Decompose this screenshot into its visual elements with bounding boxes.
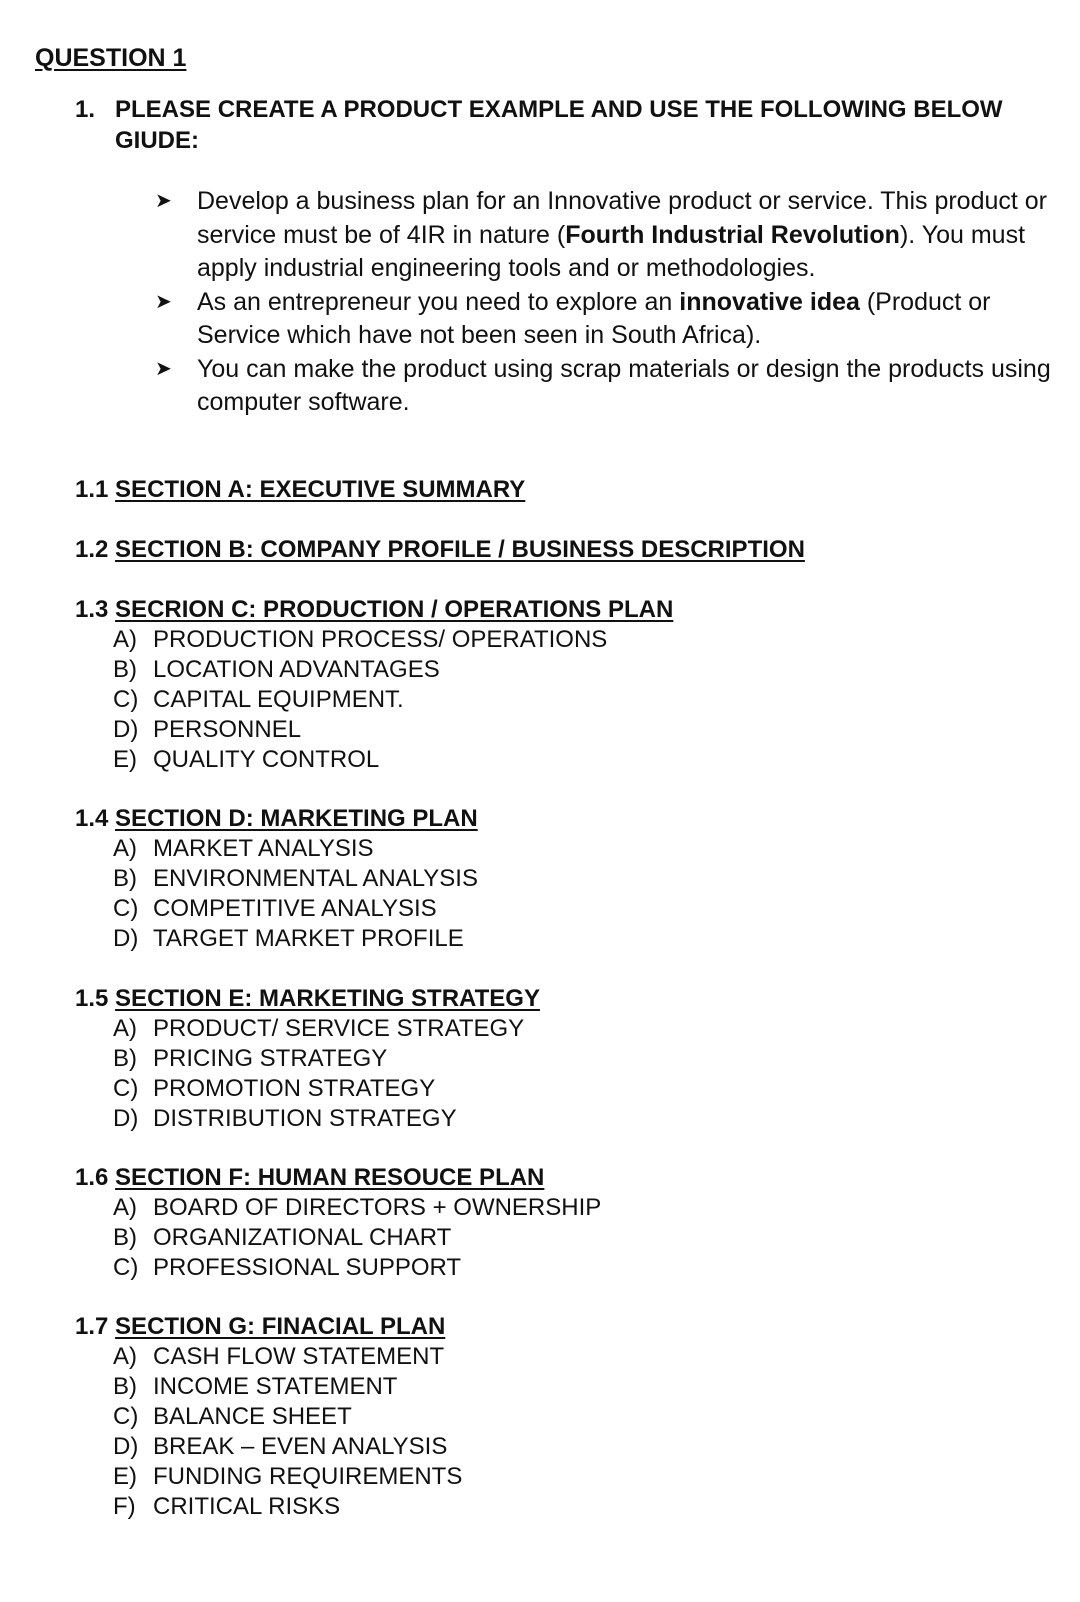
section-heading (75, 594, 1055, 625)
section-heading (75, 534, 1055, 565)
item-text: PROFESSIONAL SUPPORT (153, 1254, 462, 1281)
item-letter: B) (113, 865, 137, 892)
item-text: PROMOTION STRATEGY (153, 1075, 436, 1102)
item-number: 1. (75, 96, 96, 123)
item-letter: B) (113, 1045, 137, 1072)
arrowhead-bullet-icon: ➤ (155, 190, 172, 212)
section-title: SECTION E: MARKETING STRATEGY (115, 985, 540, 1012)
item-letter: C) (113, 1254, 139, 1281)
list-item (75, 1014, 1055, 1044)
item-text: BREAK – EVEN ANALYSIS (153, 1433, 448, 1460)
list-item (75, 655, 1055, 685)
list-item (75, 1462, 1055, 1492)
section-title: SECTION B: COMPANY PROFILE / BUSINESS DESCRIPTION (115, 536, 805, 563)
bullet-text: (Product or Service which have not been seen in South Africa). (197, 287, 991, 349)
section-heading (75, 803, 1055, 834)
item-text: MARKET ANALYSIS (153, 835, 374, 862)
list-item (75, 1342, 1055, 1372)
bullet-text: ). You must apply industrial engineering tools and or methodologies. (197, 220, 1026, 282)
item-letter: F) (113, 1493, 136, 1520)
list-item (75, 1253, 1055, 1283)
bullet-text: You can make the product using scrap materials or design the products using computer software. (197, 354, 1051, 416)
item-text: CASH FLOW STATEMENT (153, 1343, 445, 1370)
item-text: PRODUCTION PROCESS/ OPERATIONS (153, 626, 608, 653)
question-title: QUESTION 1 (35, 44, 187, 72)
list-item (75, 1104, 1055, 1134)
section-title: SECTION A: EXECUTIVE SUMMARY (115, 476, 526, 503)
section-sub-list (75, 1342, 1055, 1522)
item-letter: B) (113, 656, 137, 683)
section-heading (75, 1311, 1055, 1342)
section-1-4 (75, 803, 1055, 954)
list-item (75, 745, 1055, 775)
section-number: 1.1 (75, 476, 109, 503)
item-text: TARGET MARKET PROFILE (153, 925, 464, 952)
guide-bullet-list (155, 185, 1055, 420)
question-item-1 (75, 94, 1045, 156)
list-item (75, 1432, 1055, 1462)
item-letter: C) (113, 895, 139, 922)
bullet-bold-text: innovative idea (679, 287, 860, 316)
section-sub-list (75, 834, 1055, 954)
item-letter: E) (113, 1463, 137, 1490)
guide-bullet (155, 353, 1055, 420)
item-instruction: PLEASE CREATE A PRODUCT EXAMPLE AND USE THE FOLLOWING BELOW GIUDE: (115, 96, 1003, 154)
section-number: 1.7 (75, 1313, 109, 1340)
section-1-6 (75, 1162, 1055, 1283)
item-letter: C) (113, 1403, 139, 1430)
section-number: 1.4 (75, 805, 109, 832)
section-1-7 (75, 1311, 1055, 1522)
section-number: 1.5 (75, 985, 109, 1012)
item-text: CRITICAL RISKS (153, 1493, 341, 1520)
list-item (75, 864, 1055, 894)
item-letter: D) (113, 925, 139, 952)
item-letter: B) (113, 1373, 137, 1400)
section-1-2 (75, 534, 1055, 565)
item-letter: E) (113, 746, 137, 773)
item-text: QUALITY CONTROL (153, 746, 380, 773)
section-sub-list (75, 1193, 1055, 1283)
list-item (75, 834, 1055, 864)
bullet-bold-text: Fourth Industrial Revolution (565, 220, 900, 249)
section-heading (75, 1162, 1055, 1193)
section-title: SECRION C: PRODUCTION / OPERATIONS PLAN (115, 596, 674, 623)
item-text: ORGANIZATIONAL CHART (153, 1224, 452, 1251)
list-item (75, 1372, 1055, 1402)
item-letter: D) (113, 716, 139, 743)
item-text: INCOME STATEMENT (153, 1373, 398, 1400)
list-item (75, 894, 1055, 924)
guide-bullet (155, 185, 1055, 286)
item-letter: A) (113, 1015, 137, 1042)
item-text: LOCATION ADVANTAGES (153, 656, 440, 683)
section-number: 1.3 (75, 596, 109, 623)
section-1-1 (75, 474, 1055, 505)
item-letter: A) (113, 1194, 137, 1221)
section-heading (75, 474, 1055, 505)
bullet-text: As an entrepreneur you need to explore an (197, 287, 680, 316)
item-letter: D) (113, 1433, 139, 1460)
arrowhead-bullet-icon: ➤ (155, 357, 172, 380)
section-1-3 (75, 594, 1055, 775)
item-text: BOARD OF DIRECTORS + OWNERSHIP (153, 1194, 602, 1221)
section-title: SECTION F: HUMAN RESOUCE PLAN (115, 1164, 545, 1191)
item-letter: C) (113, 1075, 139, 1102)
item-letter: B) (113, 1224, 137, 1251)
section-number: 1.2 (75, 536, 109, 563)
list-item (75, 685, 1055, 715)
section-heading (75, 983, 1055, 1014)
item-letter: A) (113, 1343, 137, 1370)
item-letter: A) (113, 835, 137, 862)
item-text: BALANCE SHEET (153, 1403, 352, 1430)
item-text: PRICING STRATEGY (153, 1045, 388, 1072)
item-text: PRODUCT/ SERVICE STRATEGY (153, 1015, 525, 1042)
section-1-5 (75, 983, 1055, 1134)
section-number: 1.6 (75, 1164, 109, 1191)
arrowhead-bullet-icon: ➤ (155, 290, 172, 313)
section-sub-list (75, 1014, 1055, 1134)
list-item (75, 625, 1055, 655)
item-text: COMPETITIVE ANALYSIS (153, 895, 437, 922)
item-letter: A) (113, 626, 137, 653)
item-text: CAPITAL EQUIPMENT. (153, 686, 404, 713)
item-text: ENVIRONMENTAL ANALYSIS (153, 865, 478, 892)
list-item (75, 1193, 1055, 1223)
item-text: FUNDING REQUIREMENTS (153, 1463, 463, 1490)
item-text: PERSONNEL (153, 716, 302, 743)
list-item (75, 1044, 1055, 1074)
list-item (75, 924, 1055, 954)
list-item (75, 1223, 1055, 1253)
item-letter: C) (113, 686, 139, 713)
guide-bullet (155, 286, 1055, 353)
bullet-text: Develop a business plan for an Innovative product or service. This product or service must be of 4IR in nature ( (197, 187, 1047, 249)
item-letter: D) (113, 1105, 139, 1132)
item-text: DISTRIBUTION STRATEGY (153, 1105, 457, 1132)
list-item (75, 715, 1055, 745)
list-item (75, 1074, 1055, 1104)
section-title: SECTION G: FINACIAL PLAN (115, 1313, 446, 1340)
section-title: SECTION D: MARKETING PLAN (115, 805, 478, 832)
list-item (75, 1402, 1055, 1432)
list-item (75, 1492, 1055, 1522)
section-sub-list (75, 625, 1055, 775)
